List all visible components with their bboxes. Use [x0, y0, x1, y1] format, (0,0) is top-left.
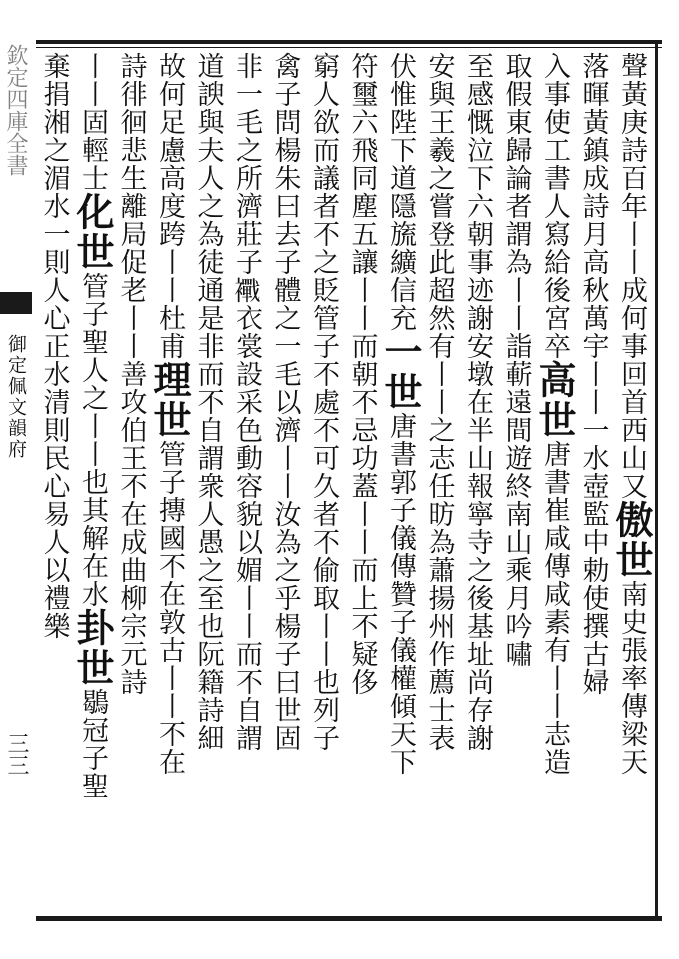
text-column — [496, 52, 535, 910]
text-column — [147, 52, 192, 910]
column-text: 窮人欲而議者不之貶管子不處不可久者不偷取丨丨也列子 — [308, 52, 339, 752]
annotation: 善攻伯王不在成曲柳宗元詩 — [115, 360, 147, 696]
text-column — [304, 52, 343, 910]
book-title: 御定佩文韻府 — [5, 334, 27, 460]
headword: 卦世 — [70, 608, 115, 688]
column-text: 伏惟陛下道隱旒纊信充 — [385, 52, 416, 332]
annotation: 唐書郭子儀傳贊子儀權傾天下 — [385, 412, 416, 776]
column-text: 落暉黃鎮成詩月高秋萬宇丨丨一水壺 — [577, 52, 609, 500]
annotation: 人以禮樂 — [38, 528, 70, 640]
annotation: 詣蔪遠間遊終南山乘月吟嘯 — [500, 332, 532, 668]
annotation: 管子摶國不在敦古丨丨不在 — [154, 440, 185, 776]
headword: 理世 — [147, 360, 192, 440]
text-column — [188, 52, 227, 910]
column-text: 取假東歸論者謂為丨丨 — [500, 52, 532, 332]
headword: 化世 — [70, 192, 115, 272]
page-number: 三三 — [4, 732, 29, 776]
page-frame-top-thin-rule — [36, 47, 662, 48]
annotation: 管子聖人之丨丨也其解在水 — [77, 272, 108, 608]
column-text: 安與王羲之嘗登此超然有丨丨之志任昉為蕭揚州作薦士表 — [423, 52, 455, 752]
text-column — [34, 52, 73, 910]
text-column — [111, 52, 150, 910]
column-text: 詩徘徊悲生離局促老丨丨 — [115, 52, 147, 360]
column-text: 棄捐湘之湄 — [38, 52, 70, 192]
column-text: 入事使工書人寫給後宮卒 — [539, 52, 570, 360]
column-text: 故何足慮高度跨丨丨杜甫 — [154, 52, 185, 360]
annotation: 南史張率傳梁天 — [616, 580, 647, 776]
column-text: 聲黃庚詩百年丨丨成何事回首西山又 — [616, 52, 647, 500]
text-column — [573, 52, 612, 910]
column-text: 非一毛之所濟莊子𧟀衣裳設采色動容貌以媚丨丨而不自謂 — [231, 52, 262, 752]
text-column — [458, 52, 497, 910]
page-frame-top-rule — [36, 40, 662, 44]
annotation: 而朝不忌功蓋丨丨而上不疑侈 — [346, 332, 378, 696]
annotation: 水一則人心正水清則民心易 — [38, 192, 70, 528]
annotation: 唐書崔咸傳咸素有丨丨志造 — [539, 440, 570, 776]
headword: 一世 — [378, 332, 423, 412]
fold-strip-text: 欽定四庫全書 — [3, 44, 28, 176]
page-frame-right-rule — [655, 40, 658, 921]
column-text: 道諛與夫人之為徒通是非而不自謂衆人愚之至也阮籍詩細 — [192, 52, 224, 752]
column-text: 禽子問楊朱曰去子體之一毛以濟丨丨汝為之乎楊子曰世固 — [269, 52, 301, 752]
annotation: 監中勅使撰古婦 — [577, 500, 609, 696]
text-column — [609, 52, 654, 910]
text-column — [532, 52, 577, 910]
text-column — [342, 52, 381, 910]
text-column — [227, 52, 266, 910]
page-frame-bottom-rule — [36, 916, 662, 921]
text-column — [419, 52, 458, 910]
main-text-block — [38, 52, 654, 910]
column-text: 丨丨固輕士 — [77, 52, 108, 192]
text-column — [265, 52, 304, 910]
headword: 高世 — [532, 360, 577, 440]
fold-black-bar — [0, 292, 32, 314]
column-text: 符璽六飛同塵五讓丨丨 — [346, 52, 378, 332]
column-text: 至感慨泣下六朝事迹謝安墩在半山報寧寺之後基址尚存謝 — [462, 52, 493, 752]
annotation: 鶡冠子聖 — [77, 688, 108, 800]
headword: 傲世 — [609, 500, 654, 580]
text-column — [70, 52, 115, 910]
text-column — [378, 52, 423, 910]
